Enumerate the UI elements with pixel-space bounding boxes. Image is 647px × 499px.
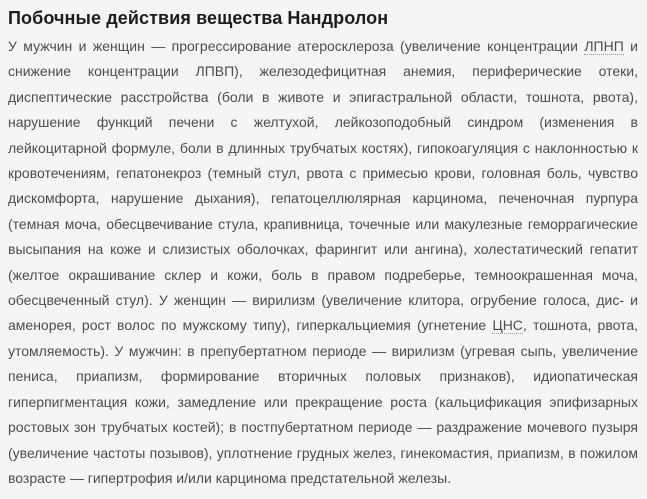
abbr-lpnp[interactable]: ЛПНП <box>584 38 624 54</box>
paragraph-text-middle: и снижение концентрации ЛПВП), железодефицитная анемия, периферические отеки, диспептические расстройства (боли в животе и эпигастральной области, тошнота, рвота), нарушение функций печени с желтухой, лейкозоподобный синдром (изменения в лейкоцитарной формуле, боли в длинных трубчатых костях), гипокоагуляция с наклонностью к кровотечениям, гепатонекроз (темный стул, рвота с примесью крови, головная боль, чувство дискомфорта, нарушение дыхания), гепатоцеллюлярная карцинома, печеночная пурпура (темная моча, обесцвечивание стула, крапивница, точечные или макулезные геморрагические высыпания на коже и слизистых оболочках, фарингит или ангина), холестатический гепатит (желтое окрашивание склер и кожи, боль в правом подреберье, темноокрашенная моча, обесцвеченный стул). У женщин — вирилизм (увеличение клитора, огрубение голоса, дис- и аменорея, рост волос по мужскому типу), гиперкальциемия (угнетение <box>8 38 638 334</box>
paragraph-text-after: , тошнота, рвота, утомляемость). У мужчин: в препубертатном периоде — вирилизм (угревая сыпь, увеличение пениса, приапизм, формирование вторичных половых признаков), идиопатическая гиперпигментация кожи, замедление или прекращение роста (кальцификация эпифизарных ростовых зон трубчатых костей); в постпубертатном периоде — раздражение мочевого пузыря (увеличение частоты позывов), уплотнение грудных желез, гинекомастия, приапизм, в пожилом возрасте — гипертрофия и/или карцинома предстательной железы. <box>8 317 639 486</box>
page-title: Побочные действия вещества Нандролон <box>8 8 389 28</box>
article-paragraph <box>8 34 638 491</box>
paragraph-text-before-lpnp: У мужчин и женщин — прогрессирование атеросклероза (увеличение концентрации <box>8 38 585 54</box>
abbr-cns[interactable]: ЦНС <box>492 317 523 334</box>
